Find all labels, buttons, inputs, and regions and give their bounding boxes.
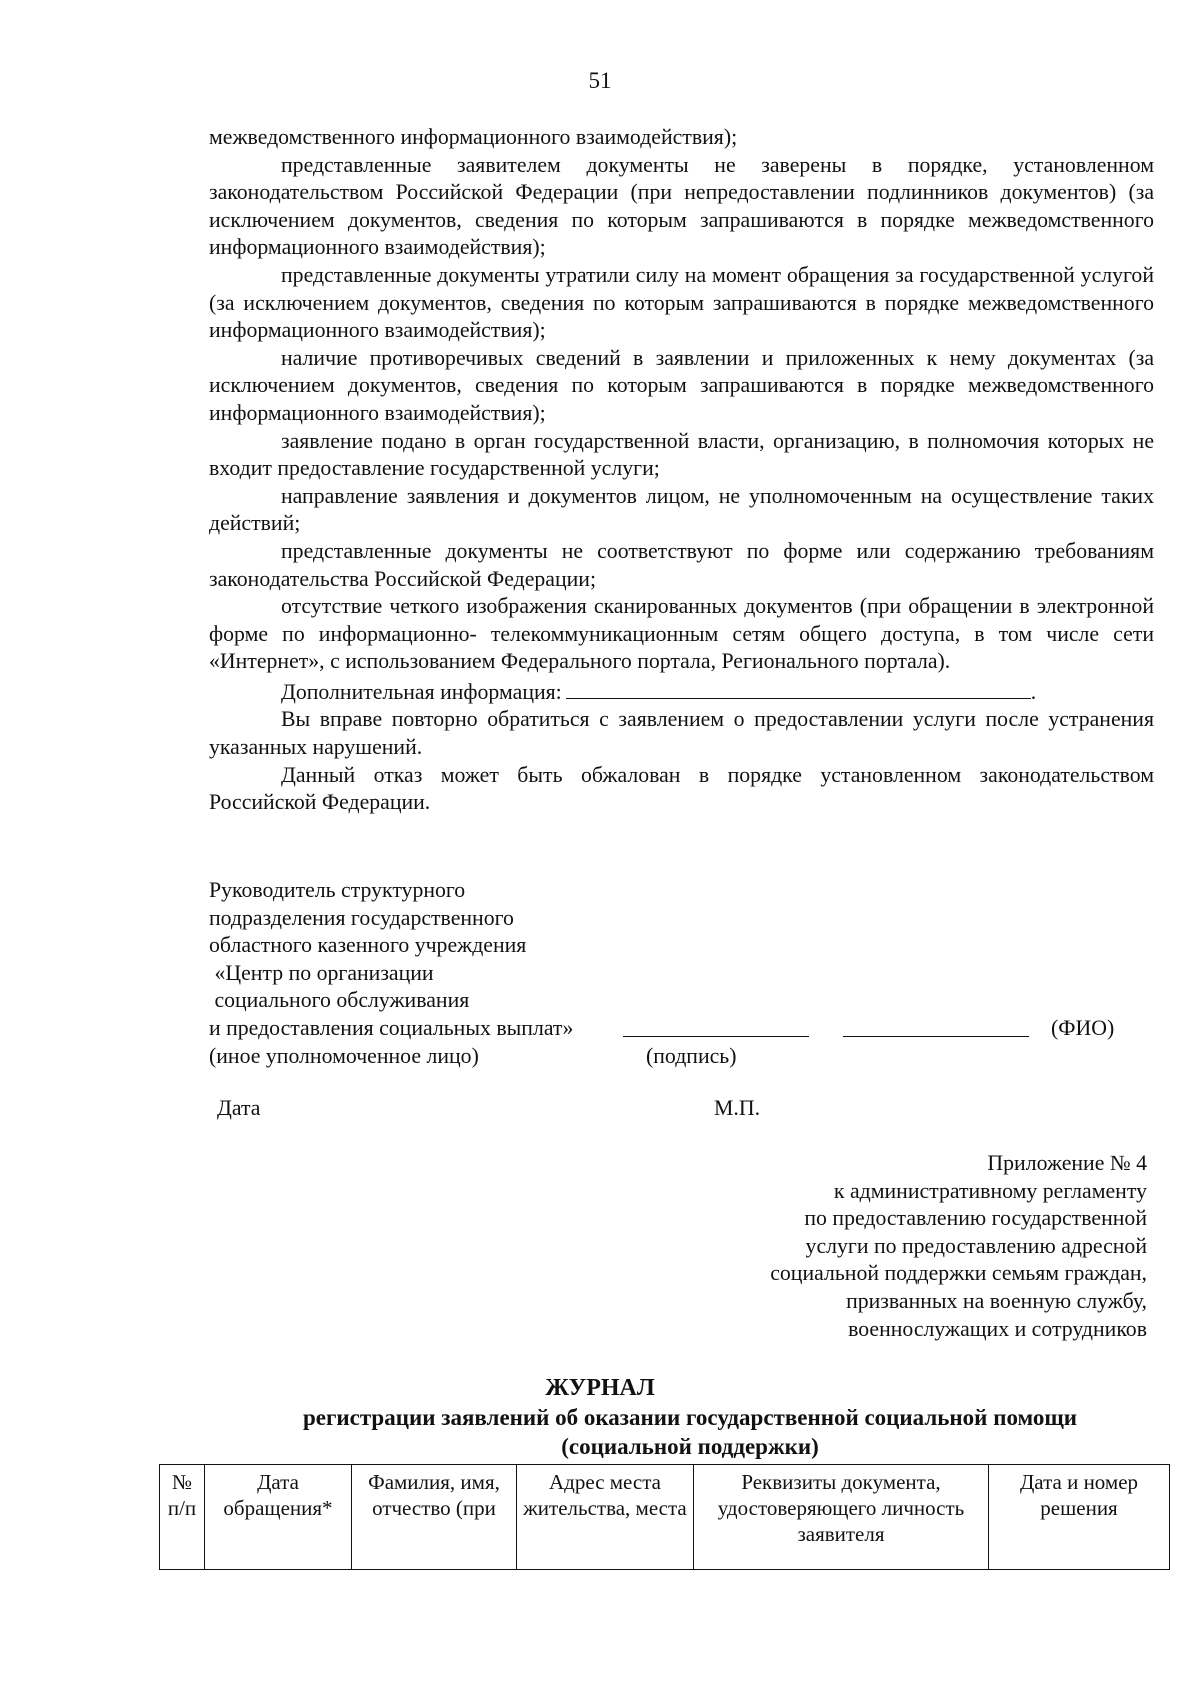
additional-info-blank <box>566 676 1031 699</box>
signature-caption-row <box>209 1043 737 1071</box>
additional-info-label: Дополнительная информация: <box>281 679 562 704</box>
journal-title: ЖУРНАЛ <box>545 1375 655 1401</box>
appendix-line: Приложение № 4 <box>987 1151 1147 1175</box>
paragraph: представленные документы не соответствуют по форме или содержанию требованиям законодательства Российской Федерации; <box>209 538 1154 591</box>
appendix-line: военнослужащих и сотрудников <box>848 1316 1147 1341</box>
fio-label: (ФИО) <box>1051 1015 1115 1040</box>
appendix-line: услуги по предоставлению адресной <box>805 1233 1147 1258</box>
refusal-grounds-text <box>209 124 1154 817</box>
paragraph: наличие противоречивых сведений в заявлении и приложенных к нему документах (за исключением документов, сведения по которым запрашиваются в порядке межведомственного информационного взаимодействия); <box>209 345 1154 425</box>
paragraph: Данный отказ может быть обжалован в порядке установленном законодательством Российской Федерации. <box>209 762 1154 815</box>
date-label: Дата <box>217 1096 261 1120</box>
column-header: Дата и номер решения <box>989 1465 1170 1570</box>
stamp-label: М.П. <box>714 1096 761 1120</box>
page-number: 51 <box>588 68 612 93</box>
paragraph: представленные заявителем документы не заверены в порядке, установленном законодательством Российской Федерации (при непредоставлении подлинников документов) (за исключением документов, сведения по которым запрашиваются в порядке межведомственного информационного взаимодействия); <box>209 152 1154 260</box>
additional-info-line <box>209 676 1154 707</box>
fio-blank <box>843 1036 1029 1037</box>
signature-blank <box>623 1036 809 1037</box>
appendix-line: социальной поддержки семьям граждан, <box>770 1261 1147 1286</box>
signatory-line: социального обслуживания <box>209 988 470 1013</box>
signatory-line: и предоставления социальных выплат» <box>209 1015 574 1040</box>
column-header: Фамилия, имя, отчество (при <box>352 1465 517 1570</box>
signatory-line: областного казенного учреждения <box>209 933 527 958</box>
column-header: Адрес места жительства, места <box>517 1465 694 1570</box>
journal-table <box>159 1464 1170 1570</box>
journal-subtitle: регистрации заявлений об оказании государственной социальной помощи (социальной поддержки) <box>302 1405 1078 1459</box>
paragraph: представленные документы утратили силу на момент обращения за государственной услугой (за исключением документов, сведения по которым запрашиваются в порядке межведомственного информационного взаимодействия); <box>209 262 1154 343</box>
signatory-line: Руководитель структурного <box>209 878 466 902</box>
appendix-line: по предоставлению государственной <box>804 1206 1147 1231</box>
signatory-line: подразделения государственного <box>209 905 514 930</box>
appendix-line: призванных на военную службу, <box>846 1288 1147 1313</box>
column-header: № п/п <box>160 1465 205 1570</box>
paragraph: заявление подано в орган государственной власти, организацию, в полномочия которых не входит предоставление государственной услуги; <box>209 428 1154 481</box>
paragraph: отсутствие четкого изображения сканированных документов (при обращении в электронной форме по информационно- телекоммуникационным сетям общего доступа, в том числе сети «Интернет», с использованием Федерального портала, Регионального портала). <box>209 594 1154 674</box>
additional-info-end: . <box>1030 679 1037 704</box>
appendix-header <box>627 1150 1147 1343</box>
column-header: Реквизиты документа, удостоверяющего личность заявителя <box>694 1465 989 1570</box>
table-header-row <box>160 1465 1170 1570</box>
other-person-label: (иное уполномоченное лицо) <box>209 1043 479 1068</box>
signature-row <box>209 1015 1115 1043</box>
column-header: Дата обращения* <box>205 1465 352 1570</box>
appendix-line: к административному регламенту <box>833 1178 1147 1203</box>
signature-caption: (подпись) <box>646 1043 737 1068</box>
signatory-line: «Центр по организации <box>209 960 434 985</box>
paragraph: межведомственного информационного взаимодействия); <box>209 125 738 149</box>
paragraph: Вы вправе повторно обратиться с заявлением о предоставлении услуги после устранения указанных нарушений. <box>209 707 1154 760</box>
signature-block <box>209 877 1115 1070</box>
paragraph: направление заявления и документов лицом, не уполномоченным на осуществление таких действий; <box>209 483 1154 536</box>
